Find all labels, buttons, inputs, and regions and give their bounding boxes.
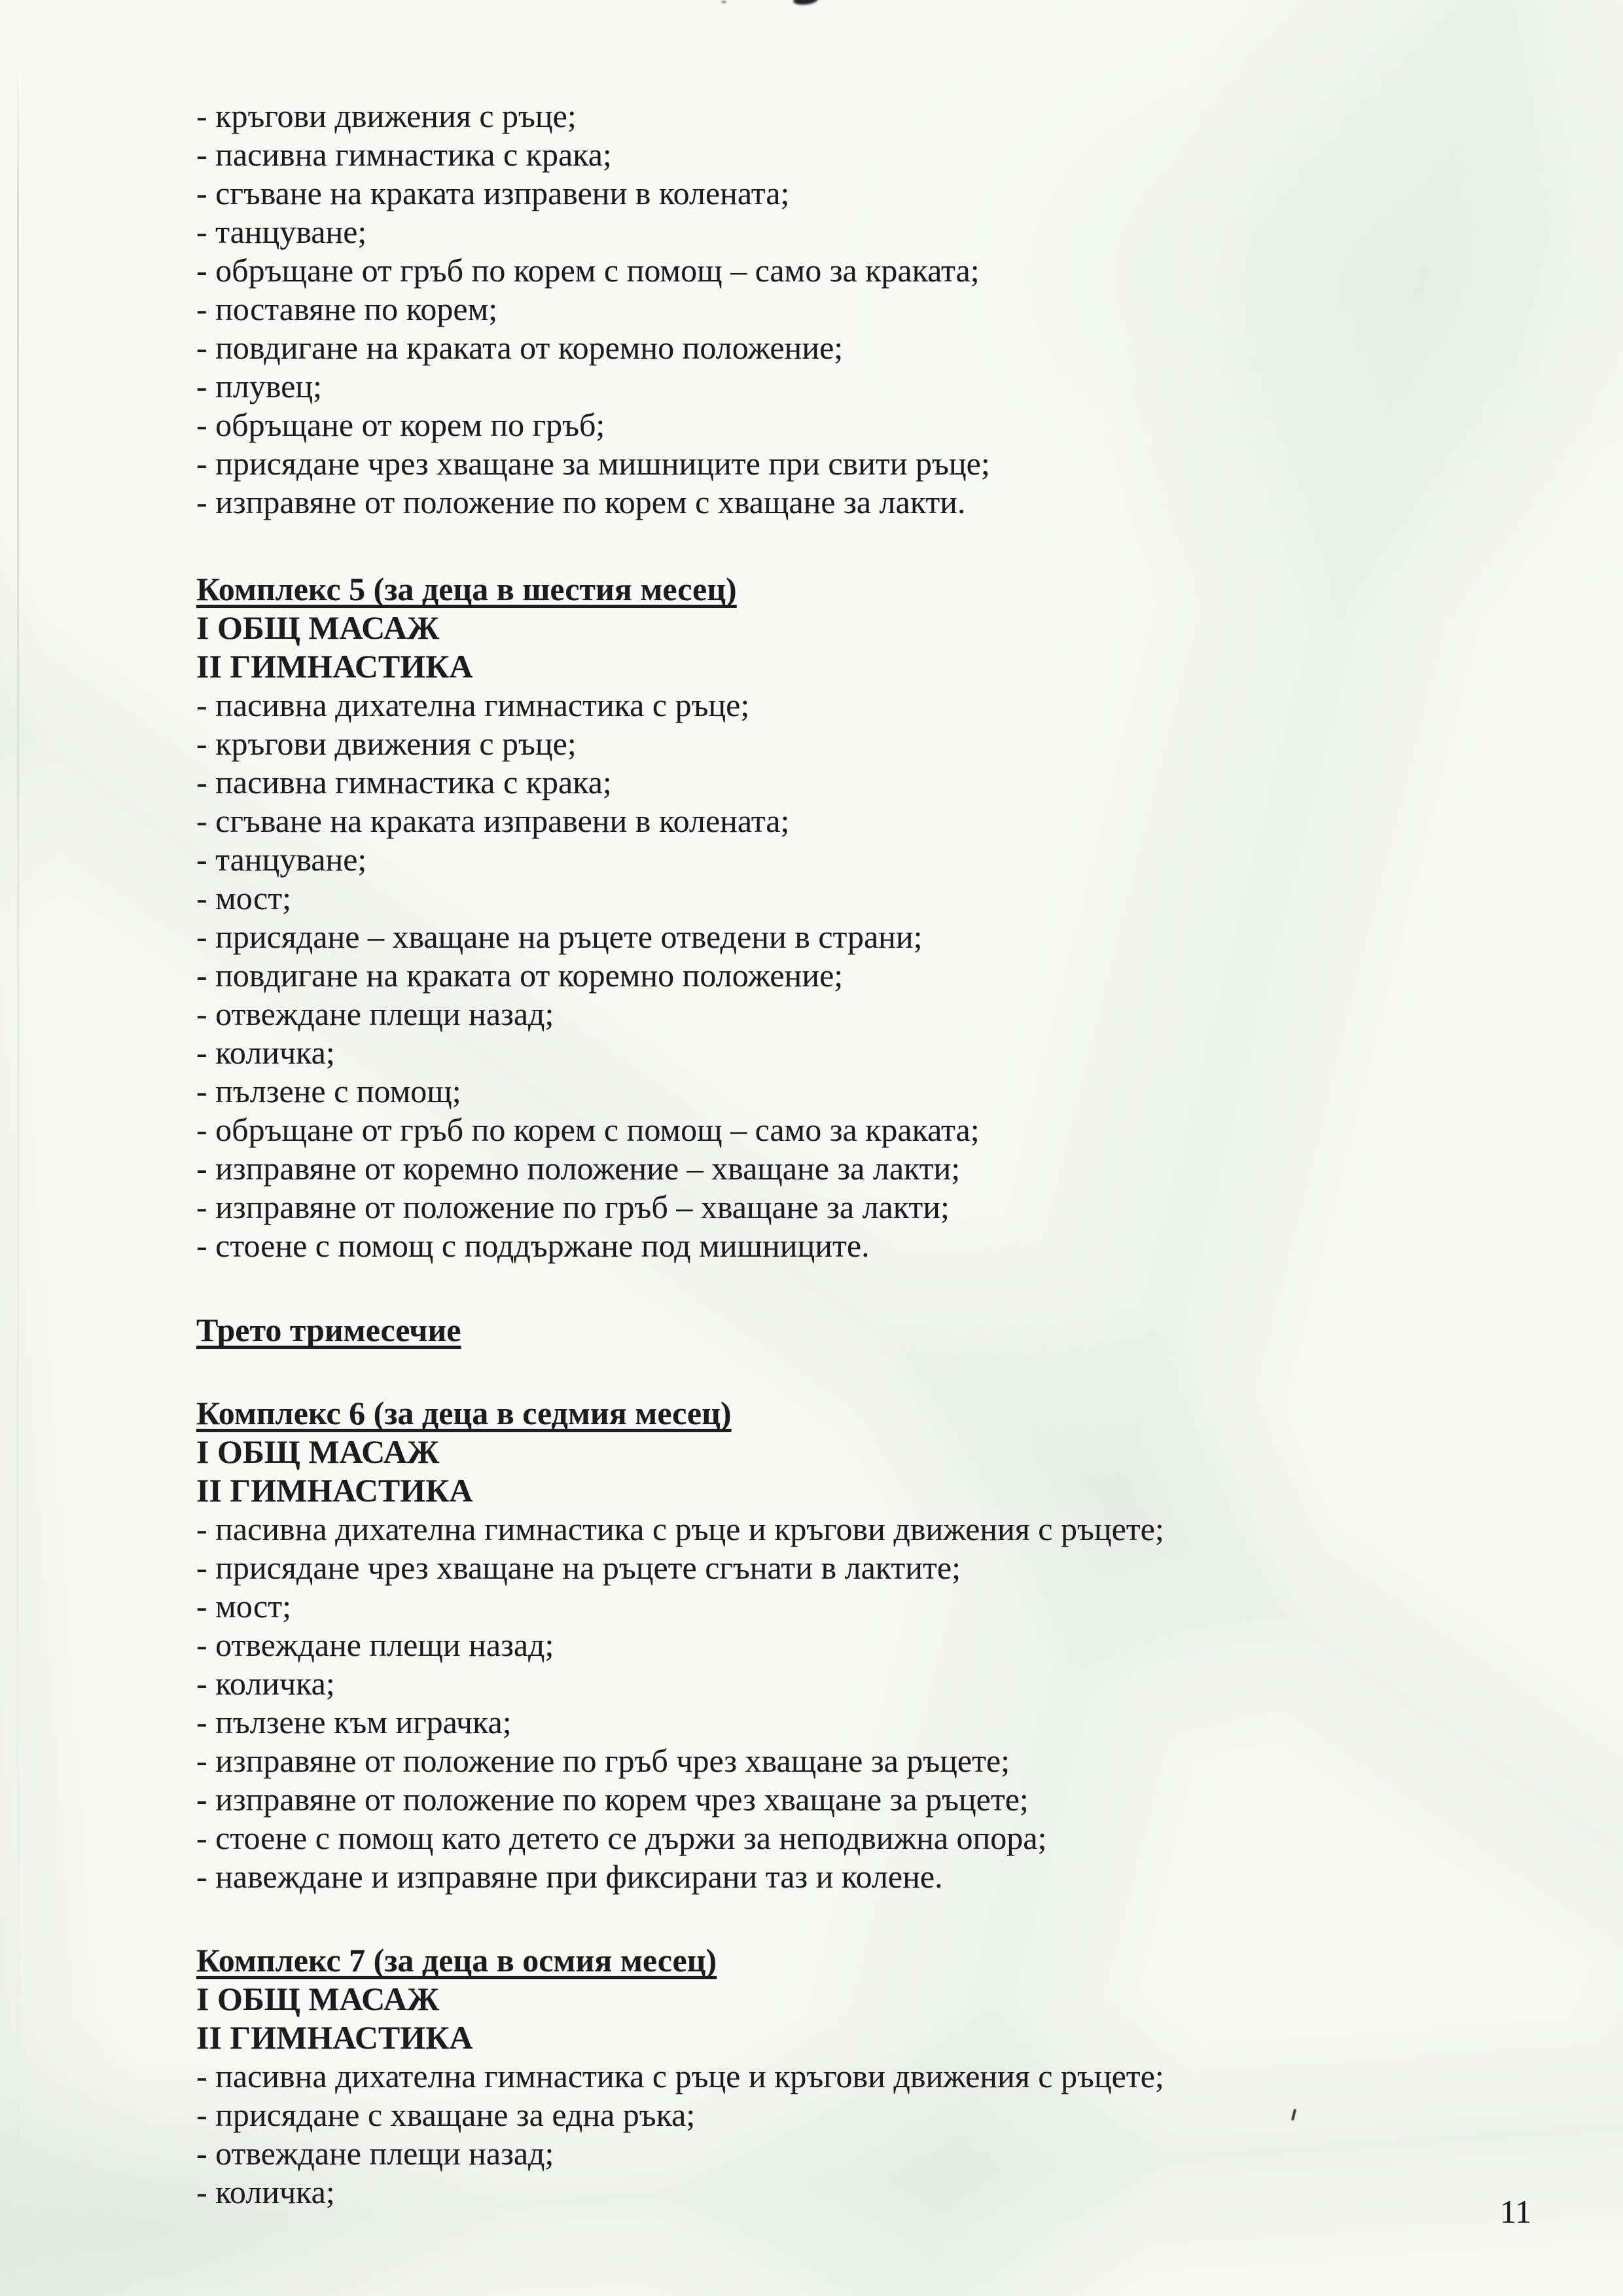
list-item: - пасивна дихателна гимнастика с ръце и кръгови движения с ръцете;: [196, 2058, 1164, 2094]
list-item: - изправяне от коремно положение – хващане за лакти;: [196, 1150, 961, 1187]
list-item: - сгъване на краката изправени в колената;: [196, 175, 790, 211]
list-item: - присядане с хващане за една ръка;: [196, 2096, 696, 2133]
list-item: - повдигане на краката от коремно положение;: [196, 329, 844, 366]
section-complex-5: [196, 570, 1525, 1265]
list-item: - пълзене към играчка;: [196, 1704, 512, 1740]
list-item: - обръщане от гръб по корем с помощ – само за краката;: [196, 252, 980, 289]
scan-edge-artifact: [17, 39, 19, 2265]
scan-speck-artifact: [721, 1, 726, 3]
list-item: - присядане чрез хващане за мишниците при свити ръце;: [196, 445, 990, 482]
list-item: - кръгови движения с ръце;: [196, 98, 577, 134]
list-item: - танцуване;: [196, 841, 367, 878]
list-item: - обръщане от гръб по корем с помощ – само за краката;: [196, 1111, 980, 1148]
list-item: - плувец;: [196, 368, 323, 404]
quarter-heading: Трето тримесечие: [196, 1312, 461, 1348]
list-item: - отвеждане плещи назад;: [196, 1626, 554, 1663]
section-third-quarter: [196, 1311, 1525, 1350]
list-item: - стоене с помощ с поддържане под мишниците.: [196, 1227, 870, 1264]
list-item: - изправяне от положение по гръб – хващане за лакти;: [196, 1189, 950, 1225]
list-item: - навеждане и изправяне при фиксирани таз и колене.: [196, 1858, 943, 1895]
list-item: - количка;: [196, 1034, 335, 1071]
list-item: - изправяне от положение по корем с хващане за лакти.: [196, 484, 966, 520]
scan-blob-artifact: [793, 0, 818, 6]
list-item: - пълзене с помощ;: [196, 1073, 461, 1109]
list-item: - стоене с помощ като детето се държи за неподвижна опора;: [196, 1820, 1047, 1856]
section-title: Комплекс 7 (за деца в осмия месец): [196, 1942, 717, 1979]
section-title: Комплекс 6 (за деца в седмия месец): [196, 1395, 732, 1431]
list-item: - количка;: [196, 1665, 335, 1702]
list-item: - мост;: [196, 880, 291, 916]
list-item: - присядане чрез хващане на ръцете сгънати в лактите;: [196, 1549, 961, 1586]
list-item: - сгъване на краката изправени в колената;: [196, 802, 790, 839]
list-item: - обръщане от корем по гръб;: [196, 406, 605, 443]
list-item: - пасивна дихателна гимнастика с ръце;: [196, 687, 750, 723]
list-item: - количка;: [196, 2174, 335, 2210]
list-item: - пасивна дихателна гимнастика с ръце и кръгови движения с ръцете;: [196, 1511, 1164, 1547]
massage-heading: I ОБЩ МАСАЖ: [196, 1433, 440, 1470]
list-item: - присядане – хващане на ръцете отведени в страни;: [196, 918, 923, 955]
list-item: - повдигане на краката от коремно положение;: [196, 957, 844, 994]
section-complex-6: [196, 1394, 1525, 1896]
list-item: - отвеждане плещи назад;: [196, 996, 554, 1032]
list-item: - пасивна гимнастика с крака;: [196, 764, 612, 800]
list-item: - пасивна гимнастика с крака;: [196, 136, 612, 173]
list-item: - поставяне по корем;: [196, 291, 498, 327]
list-item: - танцуване;: [196, 213, 367, 250]
list-item: - изправяне от положение по гръб чрез хващане за ръцете;: [196, 1742, 1010, 1779]
gymnastics-heading: II ГИМНАСТИКА: [196, 648, 473, 685]
page-number: 11: [1500, 2193, 1532, 2230]
gymnastics-heading: II ГИМНАСТИКА: [196, 2019, 473, 2056]
massage-heading: I ОБЩ МАСАЖ: [196, 1981, 440, 2017]
list-item: - изправяне от положение по корем чрез хващане за ръцете;: [196, 1781, 1029, 1818]
gymnastics-heading: II ГИМНАСТИКА: [196, 1472, 473, 1509]
list-item: - кръгови движения с ръце;: [196, 725, 577, 762]
massage-heading: I ОБЩ МАСАЖ: [196, 609, 440, 646]
list-item: - отвеждане плещи назад;: [196, 2135, 554, 2172]
section-complex-7: [196, 1941, 1525, 2212]
list-item: - мост;: [196, 1588, 291, 1624]
intro-exercise-list: [196, 97, 1525, 522]
section-title: Комплекс 5 (за деца в шестия месец): [196, 571, 737, 607]
